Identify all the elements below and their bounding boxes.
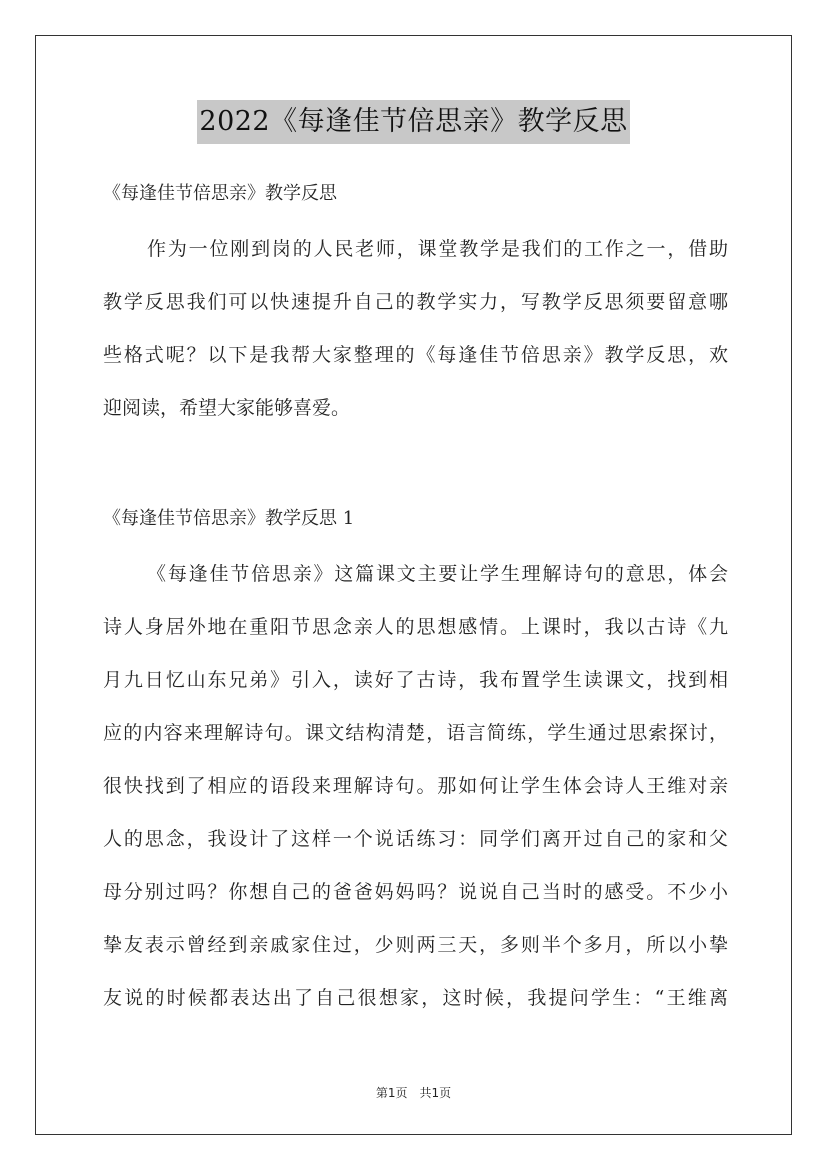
section-heading-1: 《每逢佳节倍思亲》教学反思 1 bbox=[103, 508, 355, 529]
body-line: 挚友表示曾经到亲戚家住过，少则两三天，多则半个多月，所以小挚 bbox=[103, 934, 728, 956]
body-line: 应的内容来理解诗句。课文结构清楚，语言简练，学生通过思索探讨， bbox=[103, 722, 728, 744]
body-line: 诗人身居外地在重阳节思念亲人的思想感情。上课时，我以古诗《九 bbox=[103, 616, 728, 638]
intro-line: 些格式呢？以下是我帮大家整理的《每逢佳节倍思亲》教学反思，欢 bbox=[103, 344, 728, 366]
body-line: 月九日忆山东兄弟》引入，读好了古诗，我布置学生读课文，找到相 bbox=[103, 669, 728, 691]
intro-line: 教学反思我们可以快速提升自己的教学实力，写教学反思须要留意哪 bbox=[103, 291, 728, 313]
section-heading-main: 《每逢佳节倍思亲》教学反思 bbox=[103, 183, 337, 204]
title-wrap bbox=[0, 100, 827, 144]
intro-line: 迎阅读，希望大家能够喜爱。 bbox=[103, 397, 351, 419]
document-title: 2022《每逢佳节倍思亲》教学反思 bbox=[197, 100, 629, 144]
page-footer: 第1页 共1页 bbox=[375, 1086, 452, 1100]
body-line: 很快找到了相应的语段来理解诗句。那如何让学生体会诗人王维对亲 bbox=[103, 775, 728, 797]
body-line: 人的思念，我设计了这样一个说话练习：同学们离开过自己的家和父 bbox=[103, 828, 728, 850]
body-line: 《每逢佳节倍思亲》这篇课文主要让学生理解诗句的意思，体会 bbox=[147, 563, 728, 585]
body-line: 母分别过吗？你想自己的爸爸妈妈吗？说说自己当时的感受。不少小 bbox=[103, 881, 728, 903]
body-line: 友说的时候都表达出了自己很想家，这时候，我提问学生：“王维离 bbox=[103, 987, 728, 1009]
intro-line: 作为一位刚到岗的人民老师，课堂教学是我们的工作之一，借助 bbox=[147, 238, 728, 260]
